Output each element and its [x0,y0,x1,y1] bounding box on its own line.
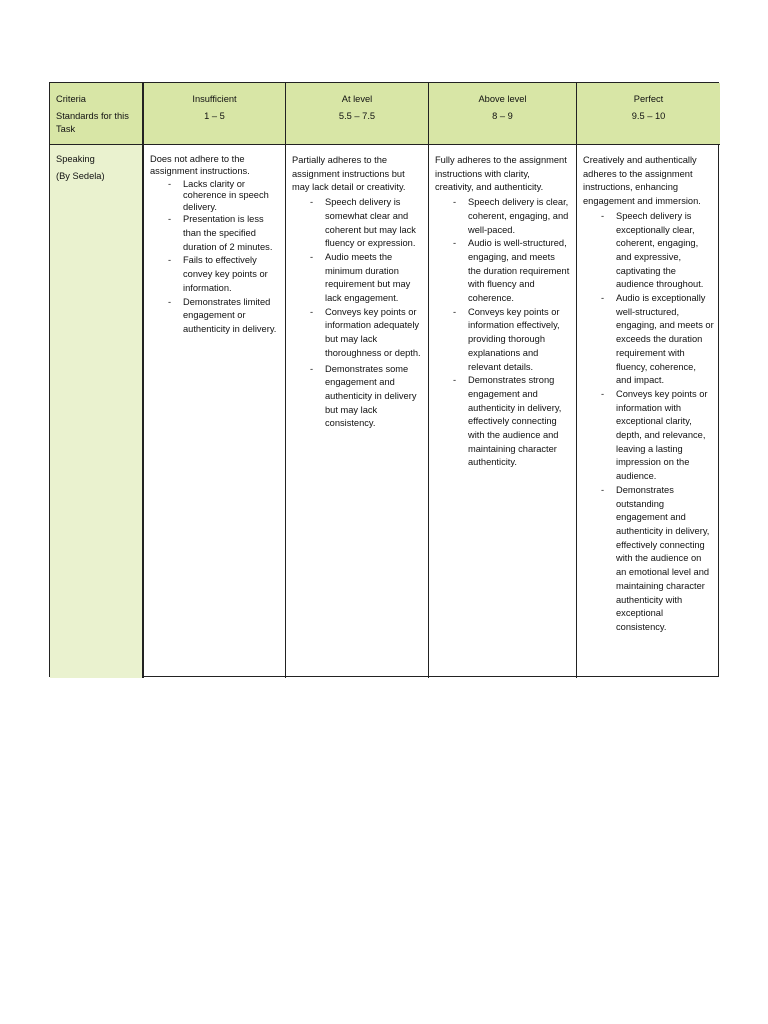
descriptor-intro: Partially adheres to the assignment instructions but may lack detail or creativity. [292,155,406,193]
descriptor-bullet: - Conveys key points or information with exceptional clarity, depth, and relevance, leaving a lasting impression on the audience. [583,388,714,484]
descriptor-bullet: - Demonstrates limited engagement or authenticity in delivery. [150,296,279,337]
descriptor-at-level [286,145,429,678]
descriptor-list [292,196,422,431]
descriptor-list [583,210,714,635]
descriptor-list [435,196,570,470]
level-name: Above level [478,94,527,104]
descriptor-perfect [577,145,720,678]
level-range: 9.5 – 10 [631,110,666,121]
rubric-table [49,82,719,677]
descriptor-intro: Creatively and authentically adheres to the assignment instructions, enhancing engagement and immersion. [583,155,701,207]
descriptor-bullet: - Conveys key points or information adequately but may lack thoroughness or depth. [292,306,422,361]
criterion-cell [50,145,144,678]
descriptor-bullet: - Audio is well-structured, engaging, and meets the duration requirement with fluency and coherence. [435,237,570,306]
level-name: At level [341,94,373,104]
descriptor-intro: Fully adheres to the assignment instructions with clarity, creativity, and authenticity. [435,155,567,193]
level-header-at-level [286,83,429,145]
descriptor-bullet: - Speech delivery is somewhat clear and coherent but may lack fluency or expression. [292,196,422,251]
level-range: 8 – 9 [492,110,513,121]
descriptor-intro: Does not adhere to the assignment instructions. [150,154,250,177]
level-header-above-level [429,83,577,145]
level-name: Insufficient [192,94,237,104]
level-name: Perfect [633,94,664,104]
descriptor-bullet: - Presentation is less than the specified duration of 2 minutes. [150,213,279,254]
descriptor-insufficient [144,145,286,678]
descriptor-bullet: - Speech delivery is clear, coherent, engaging, and well-paced. [435,196,570,237]
descriptor-above-level [429,145,577,678]
descriptor-bullet: - Demonstrates outstanding engagement and authenticity in delivery, effectively connecting with the audience on an emotional level and maintaining character authenticity with exceptional consistency. [583,484,714,635]
descriptor-bullet: - Conveys key points or information effectively, providing thorough explanations and relevant details. [435,306,570,375]
descriptor-list [150,179,279,337]
descriptor-bullet: - Demonstrates some engagement and authenticity in delivery but may lack consistency. [292,363,422,432]
standards-heading: Standards for this Task [56,110,129,135]
level-header-insufficient [144,83,286,145]
level-range: 1 – 5 [204,110,225,121]
criteria-header-cell [50,83,144,145]
level-range: 5.5 – 7.5 [338,110,376,121]
level-header-perfect [577,83,720,145]
criterion-name: Speaking [56,154,95,164]
descriptor-bullet: - Audio meets the minimum duration requirement but may lack engagement. [292,251,422,306]
descriptor-bullet: - Speech delivery is exceptionally clear, coherent, engaging, and expressive, captivating the audience throughout. [583,210,714,292]
descriptor-bullet: - Fails to effectively convey key points or information. [150,254,279,295]
descriptor-bullet: - Lacks clarity or coherence in speech delivery. [150,179,279,214]
criteria-heading: Criteria [56,94,86,104]
descriptor-bullet: - Audio is exceptionally well-structured, engaging, and meets or exceeds the duration requirement with fluency, coherence, and impact. [583,292,714,388]
descriptor-bullet: - Demonstrates strong engagement and authenticity in delivery, effectively connecting with the audience and maintaining character authenticity. [435,374,570,470]
criterion-author: (By Sedela) [56,170,105,181]
